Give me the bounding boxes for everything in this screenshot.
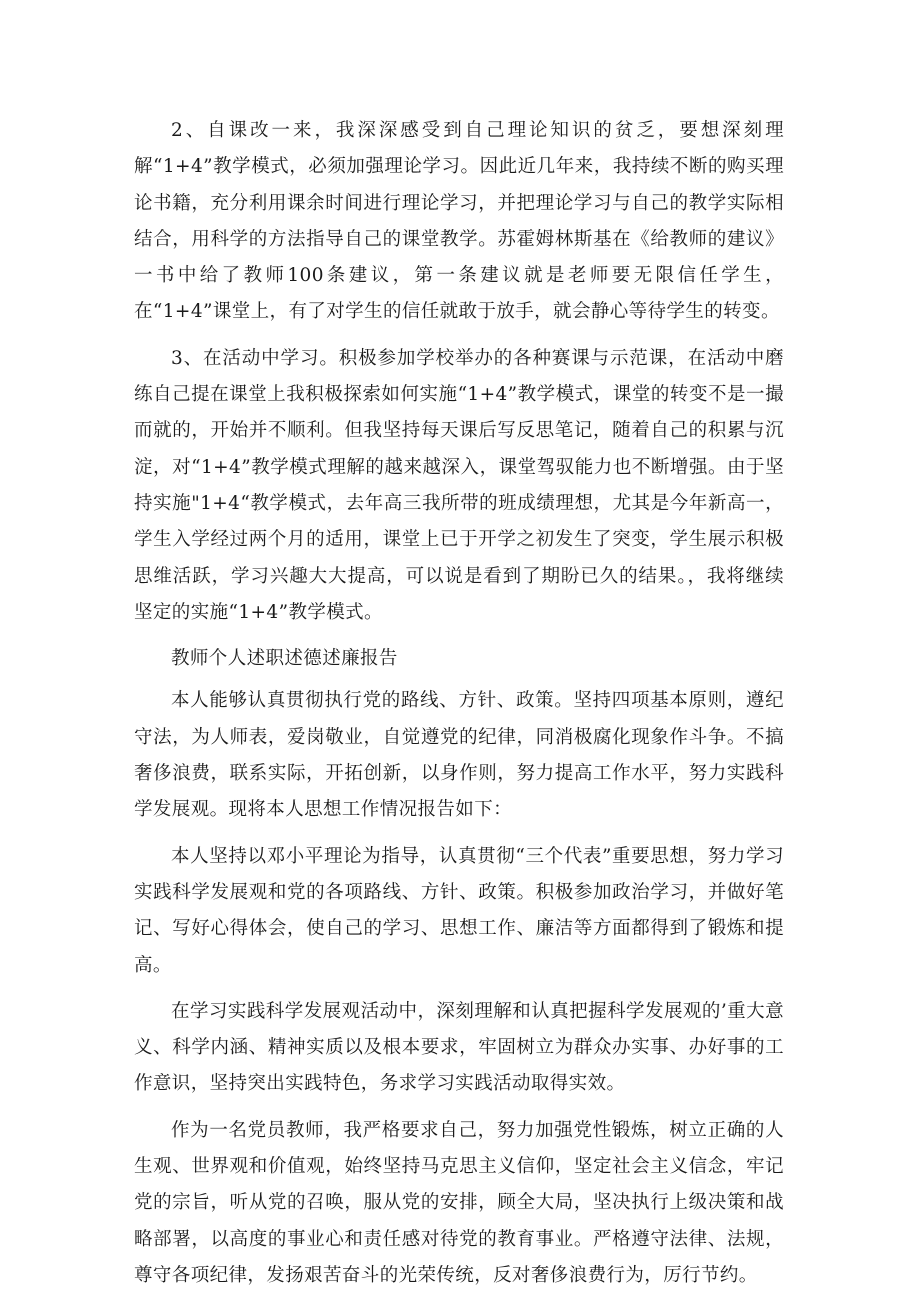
report-title: 教师个人述职述德述廉报告	[171, 648, 398, 670]
paragraph-activity-study: 3、在活动中学习。积极参加学校举办的各种赛课与示范课，在活动中磨练自己提在课堂上我积极探索如何实施“1+4”教学模式，课堂的转变不是一撮而就的，开始并不顺利。但我坚持每天课后写反思笔记，随着自己的积累与沉淀，对“1+4”教学模式理解的越来越深入，课堂驾驭能力也不断增强。由于坚持实施"1+4“教学模式，去年高三我所带的班成绩理想，尤其是今年新高一，学生入学经过两个月的适用，课堂上已于开学之初发生了突变，学生展示积极思维活跃，学习兴趣大大提高，可以说是看到了期盼已久的结果。，我将继续坚定的实施“1+4”教学模式。	[134, 347, 784, 623]
paragraph-scientific-development: 在学习实践科学发展观活动中，深刻理解和认真把握科学发展观的’重大意义、科学内涵、精神实质以及根本要求，牢固树立为群众办实事、办好事的工作意识，坚持突出实践特色，务求学习实践活动取得实效。	[134, 1000, 784, 1095]
document-body	[134, 113, 784, 1304]
paragraph-theory-guidance: 本人坚持以邓小平理论为指导，认真贯彻“三个代表”重要思想，努力学习实践科学发展观和党的各项路线、方针、政策。积极参加政治学习，并做好笔记、写好心得体会，使自己的学习、思想工作、廉洁等方面都得到了锻炼和提高。	[134, 845, 784, 976]
paragraph-party-member-teacher: 作为一名党员教师，我严格要求自己，努力加强党性锻炼，树立正确的人生观、世界观和价值观，始终坚持马克思主义信仰，坚定社会主义信念，牢记党的宗旨，听从党的召唤，服从党的安排，顾全大局，坚决执行上级决策和战略部署，以高度的事业心和责任感对待党的教育事业。严格遵守法律、法规，尊守各项纪律，发扬艰苦奋斗的光荣传统，反对奢侈浪费行为，厉行节约。	[134, 1119, 784, 1286]
paragraph-party-line: 本人能够认真贯彻执行党的路线、方针、政策。坚持四项基本原则，遵纪守法，为人师表，爱岗敬业，自觉遵党的纪律，同消极腐化现象作斗争。不搞奢侈浪费，联系实际，开拓创新，以身作则，努力提高工作水平，努力实践科学发展观。现将本人思想工作情况报告如下：	[134, 690, 784, 821]
paragraph-theory-study: 2、自课改一来，我深深感受到自己理论知识的贫乏，要想深刻理解“1+4”教学模式，必须加强理论学习。因此近几年来，我持续不断的购买理论书籍，充分利用课余时间进行理论学习，并把理论学习与自己的教学实际相结合，用科学的方法指导自己的课堂教学。苏霍姆林斯基在《给教师的建议》一书中给了教师100条建议，第一条建议就是老师要无限信任学生，在“1+4”课堂上，有了对学生的信任就敢于放手，就会静心等待学生的转变。	[134, 120, 784, 323]
